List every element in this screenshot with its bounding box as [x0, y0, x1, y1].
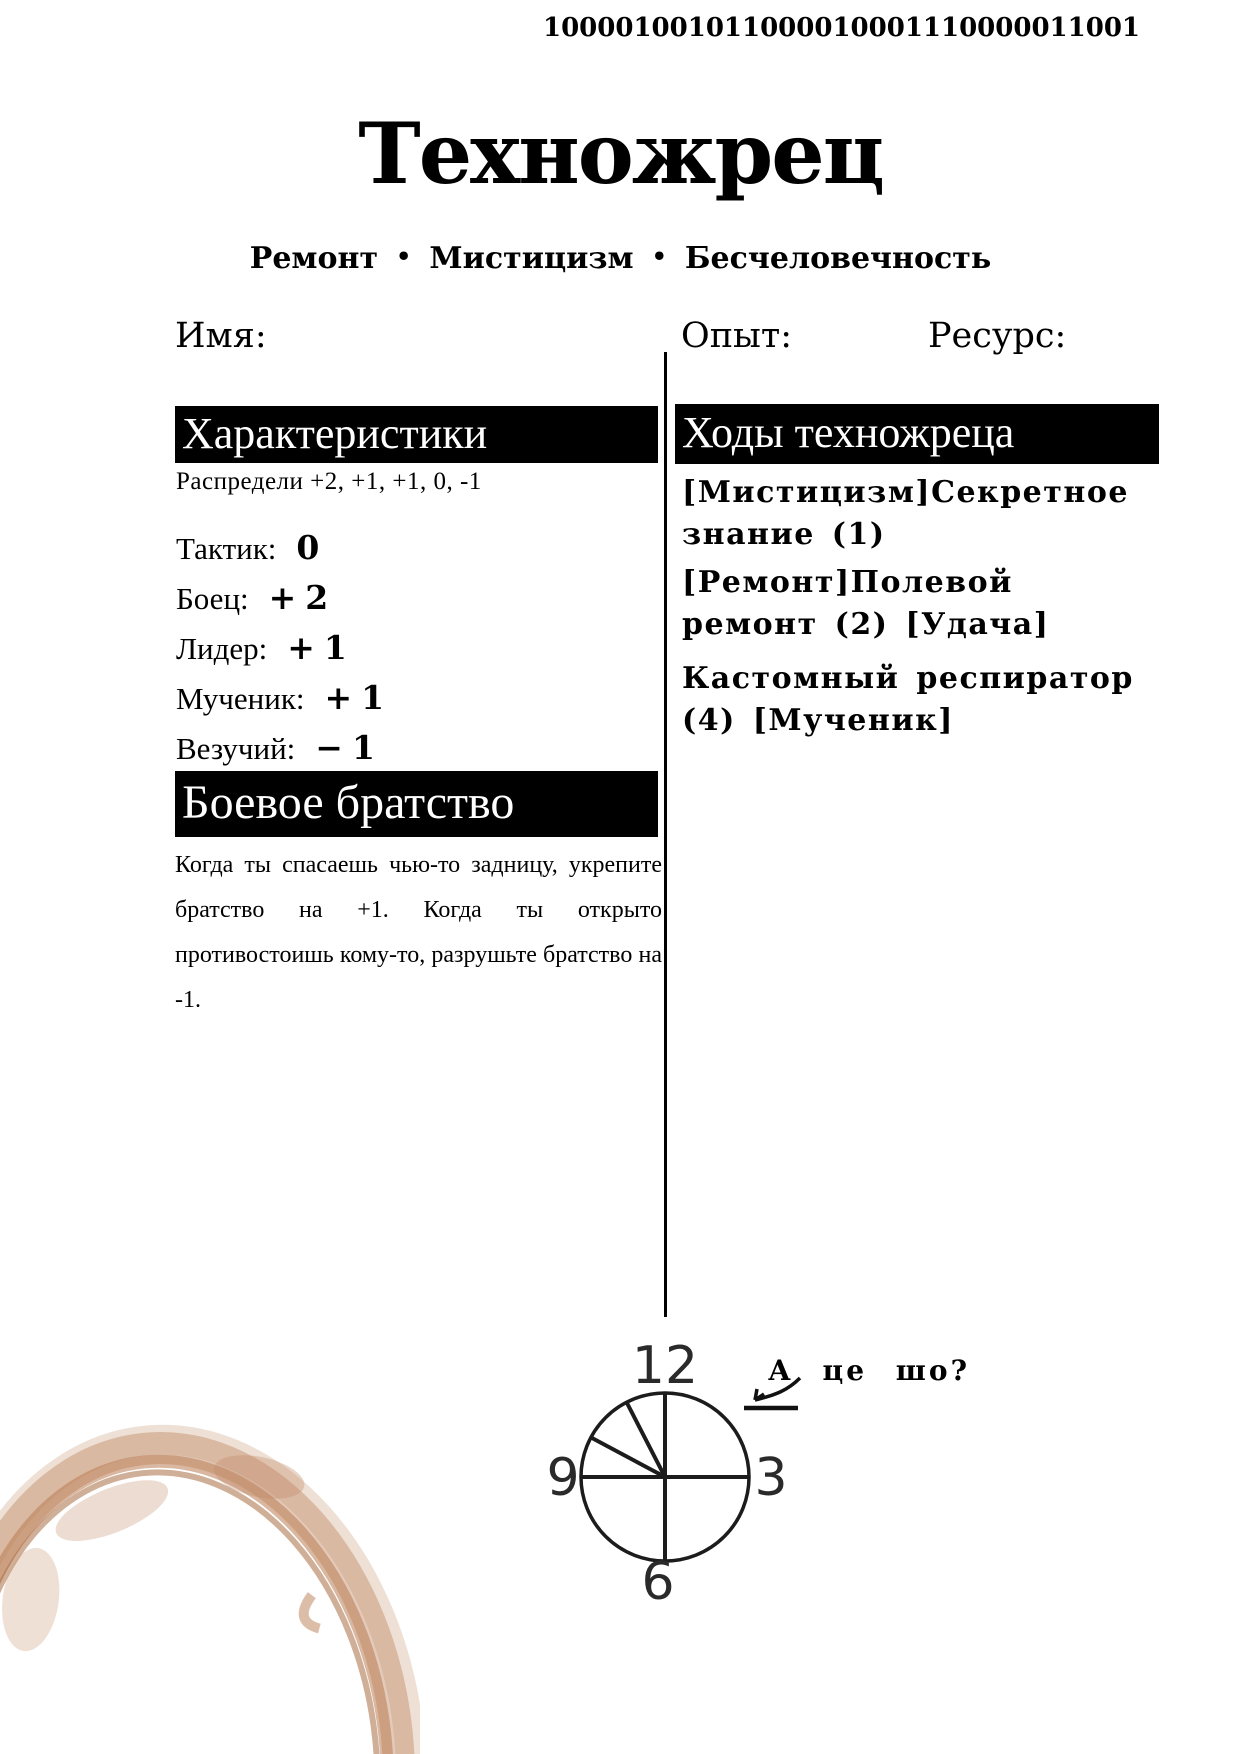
stat-value-handwritten: 0 [296, 528, 329, 567]
move-item-secret-knowledge: [Мистицизм]Секретное знание (1) [682, 475, 1129, 552]
column-divider [664, 352, 667, 1317]
stat-value-handwritten: −1 [315, 728, 384, 767]
stat-label: Лидер: [176, 631, 268, 666]
annotation-arrow-icon [740, 1370, 812, 1416]
page-title: Техножрец [358, 104, 883, 203]
name-field-label: Имя: [175, 316, 267, 356]
bullet-separator-icon: • [396, 242, 412, 271]
stat-label: Мученик: [176, 681, 305, 716]
section-header-brotherhood: Боевое братство [175, 771, 658, 837]
clock-label-9: 9 [546, 1448, 580, 1508]
resource-field-label: Ресурс: [928, 316, 1067, 356]
stat-row-martyr [176, 678, 656, 728]
tag-inhumanity: Бесчеловечность [684, 241, 992, 276]
bullet-separator-icon: • [651, 242, 667, 271]
distribute-hint: Распредели +2, +1, +1, 0, -1 [176, 468, 482, 495]
binary-code-header: 100001001011000010001110000011001 [543, 13, 1140, 43]
class-tags [0, 241, 1241, 276]
stat-row-tactician [176, 528, 656, 578]
stats-list [176, 528, 656, 778]
stat-value-handwritten: +2 [268, 578, 338, 617]
stat-label: Тактик: [176, 531, 277, 566]
clock-label-3: 3 [754, 1448, 788, 1508]
stat-value-handwritten: +1 [324, 678, 394, 717]
experience-field-label: Опыт: [681, 316, 793, 356]
move-item-custom-respirator: Кастомный респиратор (4) [Мученик] [682, 661, 1134, 738]
stat-row-leader [176, 628, 656, 678]
moves-list [682, 472, 1140, 748]
move-item-field-repair: [Ремонт]Полевой ремонт (2) [Удача] [682, 565, 1050, 642]
clock-label-6: 6 [641, 1552, 675, 1612]
stat-row-fighter [176, 578, 656, 628]
section-header-characteristics: Характеристики [175, 406, 658, 463]
stat-label: Боец: [176, 581, 249, 616]
clock-label-12: 12 [631, 1336, 699, 1396]
coffee-stain [0, 1395, 420, 1754]
tag-mysticism: Мистицизм [429, 241, 634, 276]
stat-label: Везучий: [176, 731, 296, 766]
handwritten-annotation: А це шо? [768, 1354, 970, 1387]
tag-repair: Ремонт [249, 241, 379, 276]
brotherhood-description: Когда ты спасаешь чью-то задницу, укрепите братство на +1. Когда ты открыто противостоишь кому-то, разрушьте братство на -1. [175, 852, 662, 1013]
stat-value-handwritten: +1 [287, 628, 356, 667]
section-header-moves: Ходы техножреца [675, 404, 1159, 464]
